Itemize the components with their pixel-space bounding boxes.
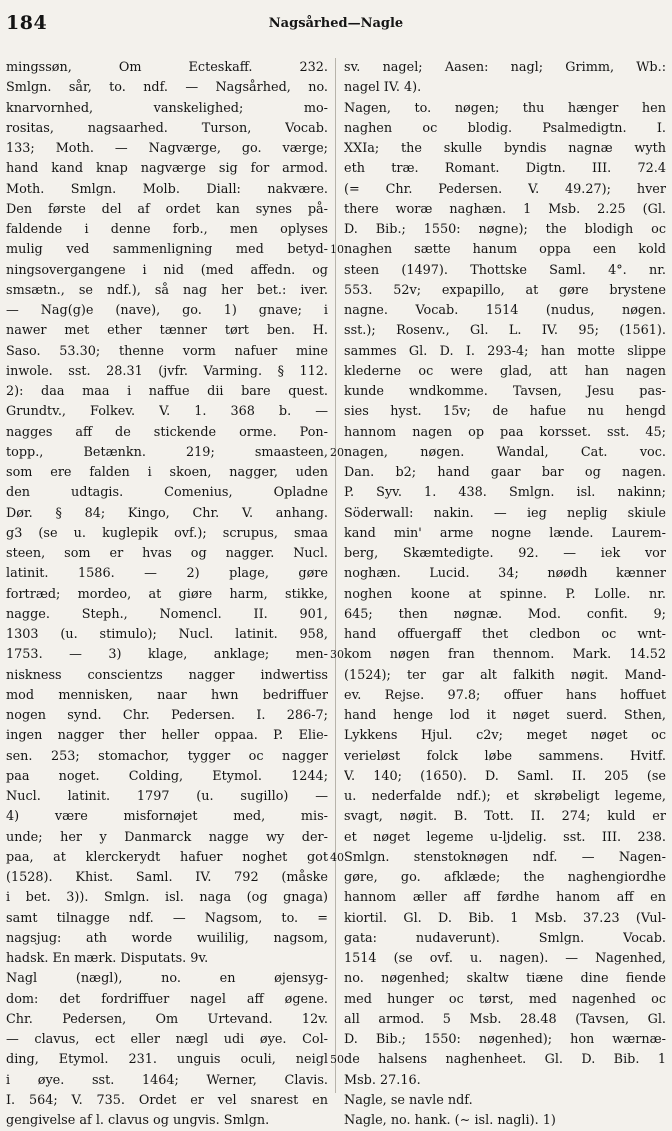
text-line: nagne. Vocab. 1514 (nudus, nøgen. — [344, 303, 666, 318]
text-line: faldende i denne forb., men oplyses — [6, 222, 328, 237]
text-line: XXIa; the skulle byndis nagnæ wyth — [344, 141, 666, 156]
text-line: noghen koone at spinne. P. Lolle. nr. — [344, 586, 666, 602]
text-line: ingen nagger ther heller oppaa. P. Elie- — [6, 728, 328, 744]
text-line: hannom æller aff førdhe hanom aff en — [344, 890, 666, 906]
text-line: nogen synd. Chr. Pedersen. I. 286-7; — [6, 708, 328, 723]
line-number: 10 — [330, 243, 344, 257]
text-line: D. Bib.; 1550: nøgne); the blodigh oc — [344, 222, 666, 237]
text-line: kunde wndkomme. Tavsen, Jesu pas- — [344, 384, 666, 399]
text-line: gengivelse af l. clavus og ungvis. Smlgn. — [6, 1113, 270, 1128]
text-line: 1514 (se ovf. u. nagen). — Nagenhed, — [344, 951, 666, 966]
text-line: berg, Skæmtedigte. 92. — iek vor — [344, 546, 666, 561]
text-line: Msb. 27.16. — [344, 1072, 421, 1088]
running-head: Nagsårhed—Nagle — [268, 16, 404, 31]
text-line: Saso. 53.30; thenne vorm nafuer mine — [6, 343, 328, 359]
text-line: verieløst folck løbe sammens. Hvitf. — [344, 748, 666, 764]
text-line: Smlgn. sår, to. ndf. — Nagsårhed, no. — [6, 80, 328, 96]
page-number: 184 — [6, 12, 48, 34]
text-line: hand henge lod it nøget suerd. Sthen, — [344, 708, 666, 723]
text-line: — Nag(g)e (nave), go. 1) gnave; i — [6, 303, 328, 318]
text-line: naghen sætte hanum oppa een kold — [344, 242, 666, 258]
line-number: 50 — [330, 1053, 344, 1067]
text-line: i bet. 3)). Smlgn. isl. naga (og gnaga) — [6, 890, 328, 906]
text-line: 4) være misfornøjet med, mis- — [6, 809, 328, 825]
text-line: som ere falden i skoen, nagger, uden — [6, 465, 328, 480]
text-line: there woræ naghæn. 1 Msb. 2.25 (Gl. — [344, 201, 666, 217]
text-line: knarvornhed, vanskelighed; mo- — [6, 100, 328, 116]
text-line: latinit. 1586. — 2) plage, gøre — [6, 566, 328, 582]
text-line: nagges aff de stickende orme. Pon- — [6, 424, 328, 440]
text-line: klederne oc were glad, att han nagen — [344, 363, 666, 379]
text-line: mod mennisken, naar hwn bedriffuer — [6, 687, 328, 703]
text-line: hadsk. En mærk. Disputats. 9v. — [6, 951, 209, 966]
text-line: sst.); Rosenv., Gl. L. IV. 95; (1561). — [344, 323, 666, 339]
text-line: i øye. sst. 1464; Werner, Clavis. — [6, 1072, 328, 1088]
text-line: sammes Gl. D. I. 293-4; han motte slippe — [344, 343, 666, 359]
text-line: gata: nudaverunt). Smlgn. Vocab. — [344, 930, 666, 946]
text-line: 133; Moth. — Nagværge, go. værge; — [6, 141, 328, 156]
text-line: nagen, nøgen. Wandal, Cat. voc. — [344, 444, 666, 460]
text-line: Nagl (nægl), no. en øjensyg- — [6, 971, 328, 987]
text-line: Nagle, no. hank. (∼ isl. nagli). 1) — [344, 1113, 556, 1128]
text-line: (= Chr. Pedersen. V. 49.27); hver — [344, 181, 666, 197]
text-line: svagt, nøgit. B. Tott. II. 274; kuld er — [344, 809, 666, 825]
text-line: et nøget legeme u-ljdelig. sst. III. 238. — [344, 829, 666, 845]
text-line: 1753. — 3) klage, anklage; men- — [6, 647, 328, 663]
text-line: nagel IV. 4). — [344, 80, 422, 96]
text-line: de halsens naghenheet. Gl. D. Bib. 1 — [344, 1052, 666, 1068]
text-line: 553. 52v; expapillo, at gøre brystene — [344, 282, 666, 298]
text-line: Chr. Pedersen, Om Urtevand. 12v. — [6, 1011, 328, 1027]
text-line: steen, som er hvas og nagger. Nucl. — [6, 546, 328, 561]
text-line: mingssøn, Om Ecteskaff. 232. — [6, 60, 328, 75]
text-line: u. nederfalde ndf.); et skrøbeligt legeme, — [344, 789, 666, 804]
text-line: kand min' arme nogne lænde. Laurem- — [344, 525, 666, 541]
text-line: Nucl. latinit. 1797 (u. sugillo) — — [6, 789, 328, 804]
text-line: g3 (se u. kuglepik ovf.); scrupus, smaa — [6, 525, 328, 541]
text-line: Moth. Smlgn. Molb. Diall: nakvære. — [6, 181, 328, 197]
column-divider — [335, 58, 336, 1093]
text-line: sv. nagel; Aasen: nagl; Grimm, Wb.: — [344, 60, 666, 75]
text-line: Den første del af ordet kan synes på- — [6, 201, 328, 217]
text-line: naghen oc blodig. Psalmedigtn. I. — [344, 120, 666, 136]
text-line: all armod. 5 Msb. 28.48 (Tavsen, Gl. — [344, 1011, 666, 1027]
text-line: Nagen, to. nøgen; thu hænger hen — [344, 100, 666, 116]
text-line: mulig ved sammenligning med betyd- — [6, 242, 328, 258]
text-line: paa noget. Colding, Etymol. 1244; — [6, 768, 328, 784]
text-line: Dan. b2; hand gaar bar og nagen. — [344, 465, 666, 480]
text-line: topp., Betænkn. 219; smaasteen, — [6, 444, 328, 460]
text-line: gøre, go. afklæde; the naghengiordhe — [344, 870, 666, 885]
text-line: unde; her y Danmarck nagge wy der- — [6, 829, 328, 845]
text-line: dom: det fordriffuer nagel aff øgene. — [6, 991, 328, 1007]
text-line: Smlgn. stenstoknøgen ndf. — Nagen- — [344, 849, 666, 865]
text-line: Grundtv., Folkev. V. 1. 368 b. — — [6, 404, 328, 420]
text-line: noghæn. Lucid. 34; nøødh kænner — [344, 566, 666, 582]
text-line: eth træ. Romant. Digtn. III. 72.4 — [344, 161, 666, 177]
text-line: (1524); ter gar alt falkith nøgit. Mand- — [344, 667, 666, 683]
left-column — [6, 58, 328, 1131]
text-line: samt tilnagge ndf. — Nagsom, to. = — [6, 910, 328, 926]
text-line: (1528). Khist. Saml. IV. 792 (måske — [6, 870, 328, 885]
text-line: hannom nagen op paa korsset. sst. 45; — [344, 424, 666, 440]
line-number: 40 — [330, 850, 344, 864]
text-line: 1303 (u. stimulo); Nucl. latinit. 958, — [6, 627, 328, 642]
line-number: 30 — [330, 648, 344, 662]
line-number: 20 — [330, 445, 344, 459]
text-line: no. nøgenhed; skaltw tiæne dine fiende — [344, 971, 666, 987]
text-line: P. Syv. 1. 438. Smlgn. isl. nakinn; — [344, 485, 666, 501]
text-line: paa, at klerckerydt hafuer noghet got — [6, 849, 328, 865]
text-line: sen. 253; stomachor, tygger oc nagger — [6, 748, 328, 764]
page-header — [0, 0, 672, 50]
text-line: ding, Etymol. 231. unguis oculi, neigl — [6, 1052, 328, 1068]
text-line: Dør. § 84; Kingo, Chr. V. anhang. — [6, 505, 328, 521]
text-line: 645; then nøgnæ. Mod. confit. 9; — [344, 606, 666, 622]
text-line: steen (1497). Thottske Saml. 4°. nr. — [344, 262, 666, 278]
text-line: nawer met ether tænner tørt ben. H. — [6, 323, 328, 339]
text-line: smsætn., se ndf.), så nag her bet.: iver. — [6, 282, 328, 298]
text-line: hand offuergaff thet cledbon oc wnt- — [344, 627, 666, 642]
text-line: I. 564; V. 735. Ordet er vel snarest en — [6, 1092, 328, 1108]
right-column — [344, 58, 666, 1131]
text-line: V. 140; (1650). D. Saml. II. 205 (se — [344, 768, 666, 784]
text-line: inwole. sst. 28.31 (jvfr. Varming. § 112. — [6, 363, 328, 379]
text-line: — clavus, ect eller nægl udi øye. Col- — [6, 1032, 328, 1047]
text-line: hand kand knap nagværge sig for armod. — [6, 161, 328, 177]
text-line: Nagle, se navle ndf. — [344, 1092, 473, 1108]
text-line: kom nøgen fran thennom. Mark. 14.52 — [344, 647, 666, 663]
text-line: med hunger oc tørst, med nagenhed oc — [344, 991, 666, 1007]
text-line: den udtagis. Comenius, Opladne — [6, 485, 328, 501]
text-line: fortræd; mordeo, at giøre harm, stikke, — [6, 586, 328, 602]
text-line: D. Bib.; 1550: nøgenhed); hon wærnæ- — [344, 1032, 666, 1047]
text-line: kiortil. Gl. D. Bib. 1 Msb. 37.23 (Vul- — [344, 910, 666, 926]
text-line: niskness conscientzs nagger indwertiss — [6, 667, 328, 683]
text-line: nagge. Steph., Nomencl. II. 901, — [6, 606, 328, 622]
text-line: Söderwall: nakin. — ieg neplig skiule — [344, 505, 666, 521]
text-line: rositas, nagsaarhed. Turson, Vocab. — [6, 120, 328, 136]
text-line: Lykkens Hjul. c2v; meget nøget oc — [344, 728, 666, 744]
text-line: sies hyst. 15v; de hafue nu hengd — [344, 404, 666, 420]
text-line: ningsovergangene i nid (med affedn. og — [6, 262, 328, 278]
text-line: ev. Rejse. 97.8; offuer hans hoffuet — [344, 687, 666, 703]
text-line: nagsjug: ath worde wuililig, nagsom, — [6, 930, 328, 946]
text-line: 2): daa maa i naffue dii bare quest. — [6, 384, 328, 399]
